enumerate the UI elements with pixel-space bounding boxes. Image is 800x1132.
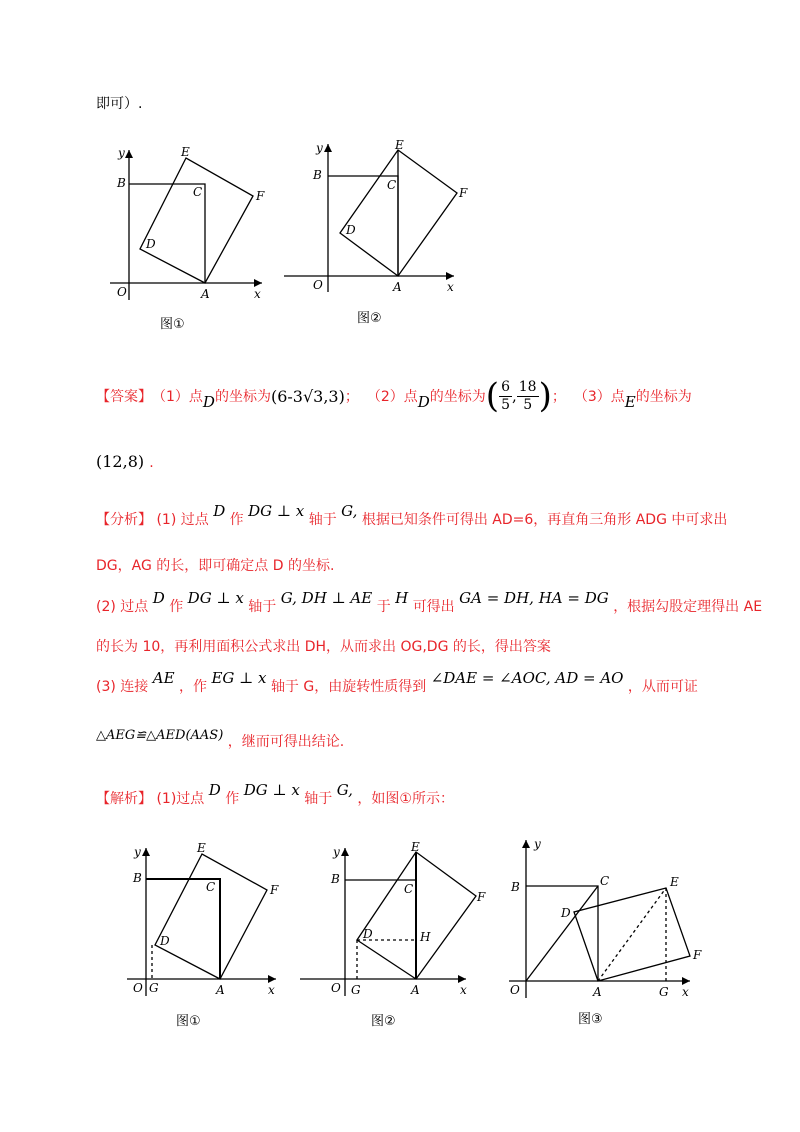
fig1b-label-D: D — [160, 934, 170, 948]
continuation-text: 即可）. — [96, 96, 143, 112]
fig2b-label-O: O — [331, 981, 341, 995]
fig3-label-x: x — [682, 985, 689, 999]
solution-text-a: (1)过点 — [156, 791, 205, 807]
analysis-line-2: DG，AG 的长，即可确定点 D 的坐标. — [96, 558, 335, 574]
figure-1-bottom — [127, 848, 279, 996]
fig2b-label-E: E — [411, 840, 420, 854]
analysis-tag: 【分析】 — [96, 512, 152, 528]
solution-tag: 【解析】 — [96, 791, 152, 807]
analysis-l1-point-d: D — [213, 502, 226, 520]
fig3-label-A: A — [593, 985, 602, 999]
answer-d2-close-paren: ) — [538, 376, 552, 416]
analysis-l3-point-h: H — [395, 589, 409, 607]
analysis-l3-text-e: 可得出 — [412, 599, 455, 615]
analysis-l5-text-b: ，作 — [178, 679, 207, 695]
fig2b-label-C: C — [404, 882, 414, 896]
answer-part2-label: （2）点 — [366, 389, 418, 405]
answer-d2-separator: , — [511, 387, 517, 405]
fig1-label-A: A — [201, 287, 210, 301]
fig3-label-y: y — [534, 837, 541, 851]
fig3-label-B: B — [511, 880, 520, 894]
analysis-l3-point-d: D — [152, 589, 165, 607]
answer-point-d-2: D — [417, 393, 430, 411]
fig1b-label-x: x — [268, 983, 275, 997]
solution-text-d: ，如图①所示： — [357, 791, 454, 807]
answer-end-dot: . — [149, 455, 154, 471]
fig3-caption: 图③ — [578, 1012, 603, 1027]
fig2-label-C: C — [387, 178, 397, 192]
answer-coord-is-3: 的坐标为 — [635, 389, 692, 405]
solution-math: DG ⊥ x — [243, 781, 300, 799]
fig1b-label-E: E — [197, 841, 206, 855]
fig2b-label-F: F — [477, 890, 486, 904]
solution-point-d: D — [208, 781, 221, 799]
analysis-l6-text: ，继而可得出结论. — [227, 734, 345, 750]
analysis-l5-text-a: (3) 连接 — [96, 679, 149, 695]
solution-point-g: G, — [336, 781, 353, 799]
fig1b-caption: 图① — [176, 1014, 201, 1029]
fig2b-caption: 图② — [371, 1014, 396, 1029]
fig2b-label-G: G — [351, 983, 361, 997]
analysis-l3-text-f: ，根据勾股定理得出 AE — [613, 599, 763, 615]
analysis-l3-text-b: 作 — [169, 599, 184, 615]
analysis-l1-text-d: 根据已知条件可得出 AD=6，再直角三角形 ADG 中可求出 — [361, 512, 728, 528]
fig1-label-C: C — [193, 185, 203, 199]
fig2-label-A: A — [393, 280, 402, 294]
answer-point-e: E — [624, 393, 636, 411]
solution-text-b: 作 — [225, 791, 240, 807]
fig1b-label-F: F — [270, 883, 279, 897]
fig3-label-F: F — [693, 948, 702, 962]
analysis-l3-text-d: 于 — [376, 599, 391, 615]
analysis-l5-text-c: 轴于 G，由旋转性质得到 — [270, 679, 427, 695]
analysis-l3-text-a: (2) 过点 — [96, 599, 149, 615]
analysis-l5-text-d: ，从而可证 — [627, 679, 698, 695]
analysis-l1-math: DG ⊥ x — [248, 502, 305, 520]
fig1-label-B: B — [117, 176, 126, 190]
solution-text-c: 轴于 — [304, 791, 333, 807]
answer-coord-is-1: 的坐标为 — [214, 389, 271, 405]
fig1b-label-G: G — [149, 981, 159, 995]
fig3-label-G: G — [659, 985, 669, 999]
answer-d2-x-numerator: 6 — [501, 378, 510, 395]
analysis-l6-math: △AEG≌△AED(AAS) — [96, 728, 224, 743]
fig2b-label-x: x — [460, 983, 467, 997]
fig1b-label-A: A — [216, 983, 225, 997]
fig2-label-O: O — [313, 278, 323, 292]
fig1-label-y: y — [118, 146, 125, 160]
figure-2-bottom — [300, 848, 476, 996]
fig1-label-x: x — [254, 287, 261, 301]
fig2-label-x: x — [447, 280, 454, 294]
fig1b-label-C: C — [206, 880, 216, 894]
analysis-l5-math-1: EG ⊥ x — [211, 669, 267, 687]
analysis-line-4: 的长为 10，再利用面积公式求出 DH，从而求出 OG,DG 的长，得出答案 — [96, 639, 551, 655]
answer-part1-label: （1）点 — [152, 389, 203, 405]
fig2-label-F: F — [459, 186, 468, 200]
analysis-l3-math-1: DG ⊥ x — [187, 589, 244, 607]
fig3-label-D: D — [561, 906, 571, 920]
answer-point-d-1: D — [202, 393, 215, 411]
analysis-l5-math-2: ∠DAE = ∠AOC, AD = AO — [430, 669, 624, 687]
answer-semicolon-2: ； — [551, 389, 566, 405]
fig1b-label-y: y — [134, 845, 141, 859]
fig1-label-E: E — [181, 145, 190, 159]
analysis-l3-math-2: G, DH ⊥ AE — [280, 589, 373, 607]
answer-coord-is-2: 的坐标为 — [429, 389, 486, 405]
fig1-label-F: F — [256, 189, 265, 203]
fig3-label-E: E — [670, 875, 679, 889]
fig2b-label-y: y — [333, 845, 340, 859]
fig1-label-O: O — [117, 285, 127, 299]
fig2b-label-D: D — [363, 927, 373, 941]
answer-d2-x-denominator: 5 — [501, 396, 510, 413]
answer-d2-y-denominator: 5 — [523, 396, 533, 413]
analysis-l3-math-3: GA = DH, HA = DG — [459, 589, 609, 607]
fig2b-label-B: B — [331, 872, 340, 886]
analysis-l1-text-a: (1) 过点 — [156, 512, 209, 528]
analysis-l1-text-c: 轴于 — [308, 512, 337, 528]
fig2-label-E: E — [395, 138, 404, 152]
fig1-label-D: D — [146, 237, 156, 251]
fig3-label-O: O — [510, 983, 520, 997]
fig2b-label-H: H — [420, 930, 431, 944]
fig3-label-C: C — [600, 874, 610, 888]
analysis-l5-ae: AE — [152, 669, 175, 687]
answer-d2-y-numerator: 18 — [518, 378, 537, 395]
fig1b-label-B: B — [133, 871, 142, 885]
fig1-caption: 图① — [160, 317, 185, 332]
fig2b-label-A: A — [411, 983, 420, 997]
fig2-label-D: D — [346, 223, 356, 237]
figure-3-bottom — [509, 840, 690, 998]
answer-part3-label: （3）点 — [573, 389, 625, 405]
analysis-l1-text-b: 作 — [229, 512, 244, 528]
fig2-label-B: B — [313, 168, 322, 182]
fig1b-label-O: O — [133, 981, 143, 995]
analysis-l1-point-g: G, — [341, 502, 358, 520]
answer-semicolon-1: ； — [344, 389, 359, 405]
fig2-label-y: y — [316, 141, 323, 155]
answer-d1-coordinate: (6-3√3,3) — [270, 386, 345, 406]
answer-d2-open-paren: ( — [485, 376, 500, 416]
fig2-caption: 图② — [357, 311, 382, 326]
answer-tag: 【答案】 — [96, 389, 152, 405]
answer-e-coordinate: (12,8) — [96, 452, 145, 471]
analysis-l3-text-c: 轴于 — [248, 599, 277, 615]
